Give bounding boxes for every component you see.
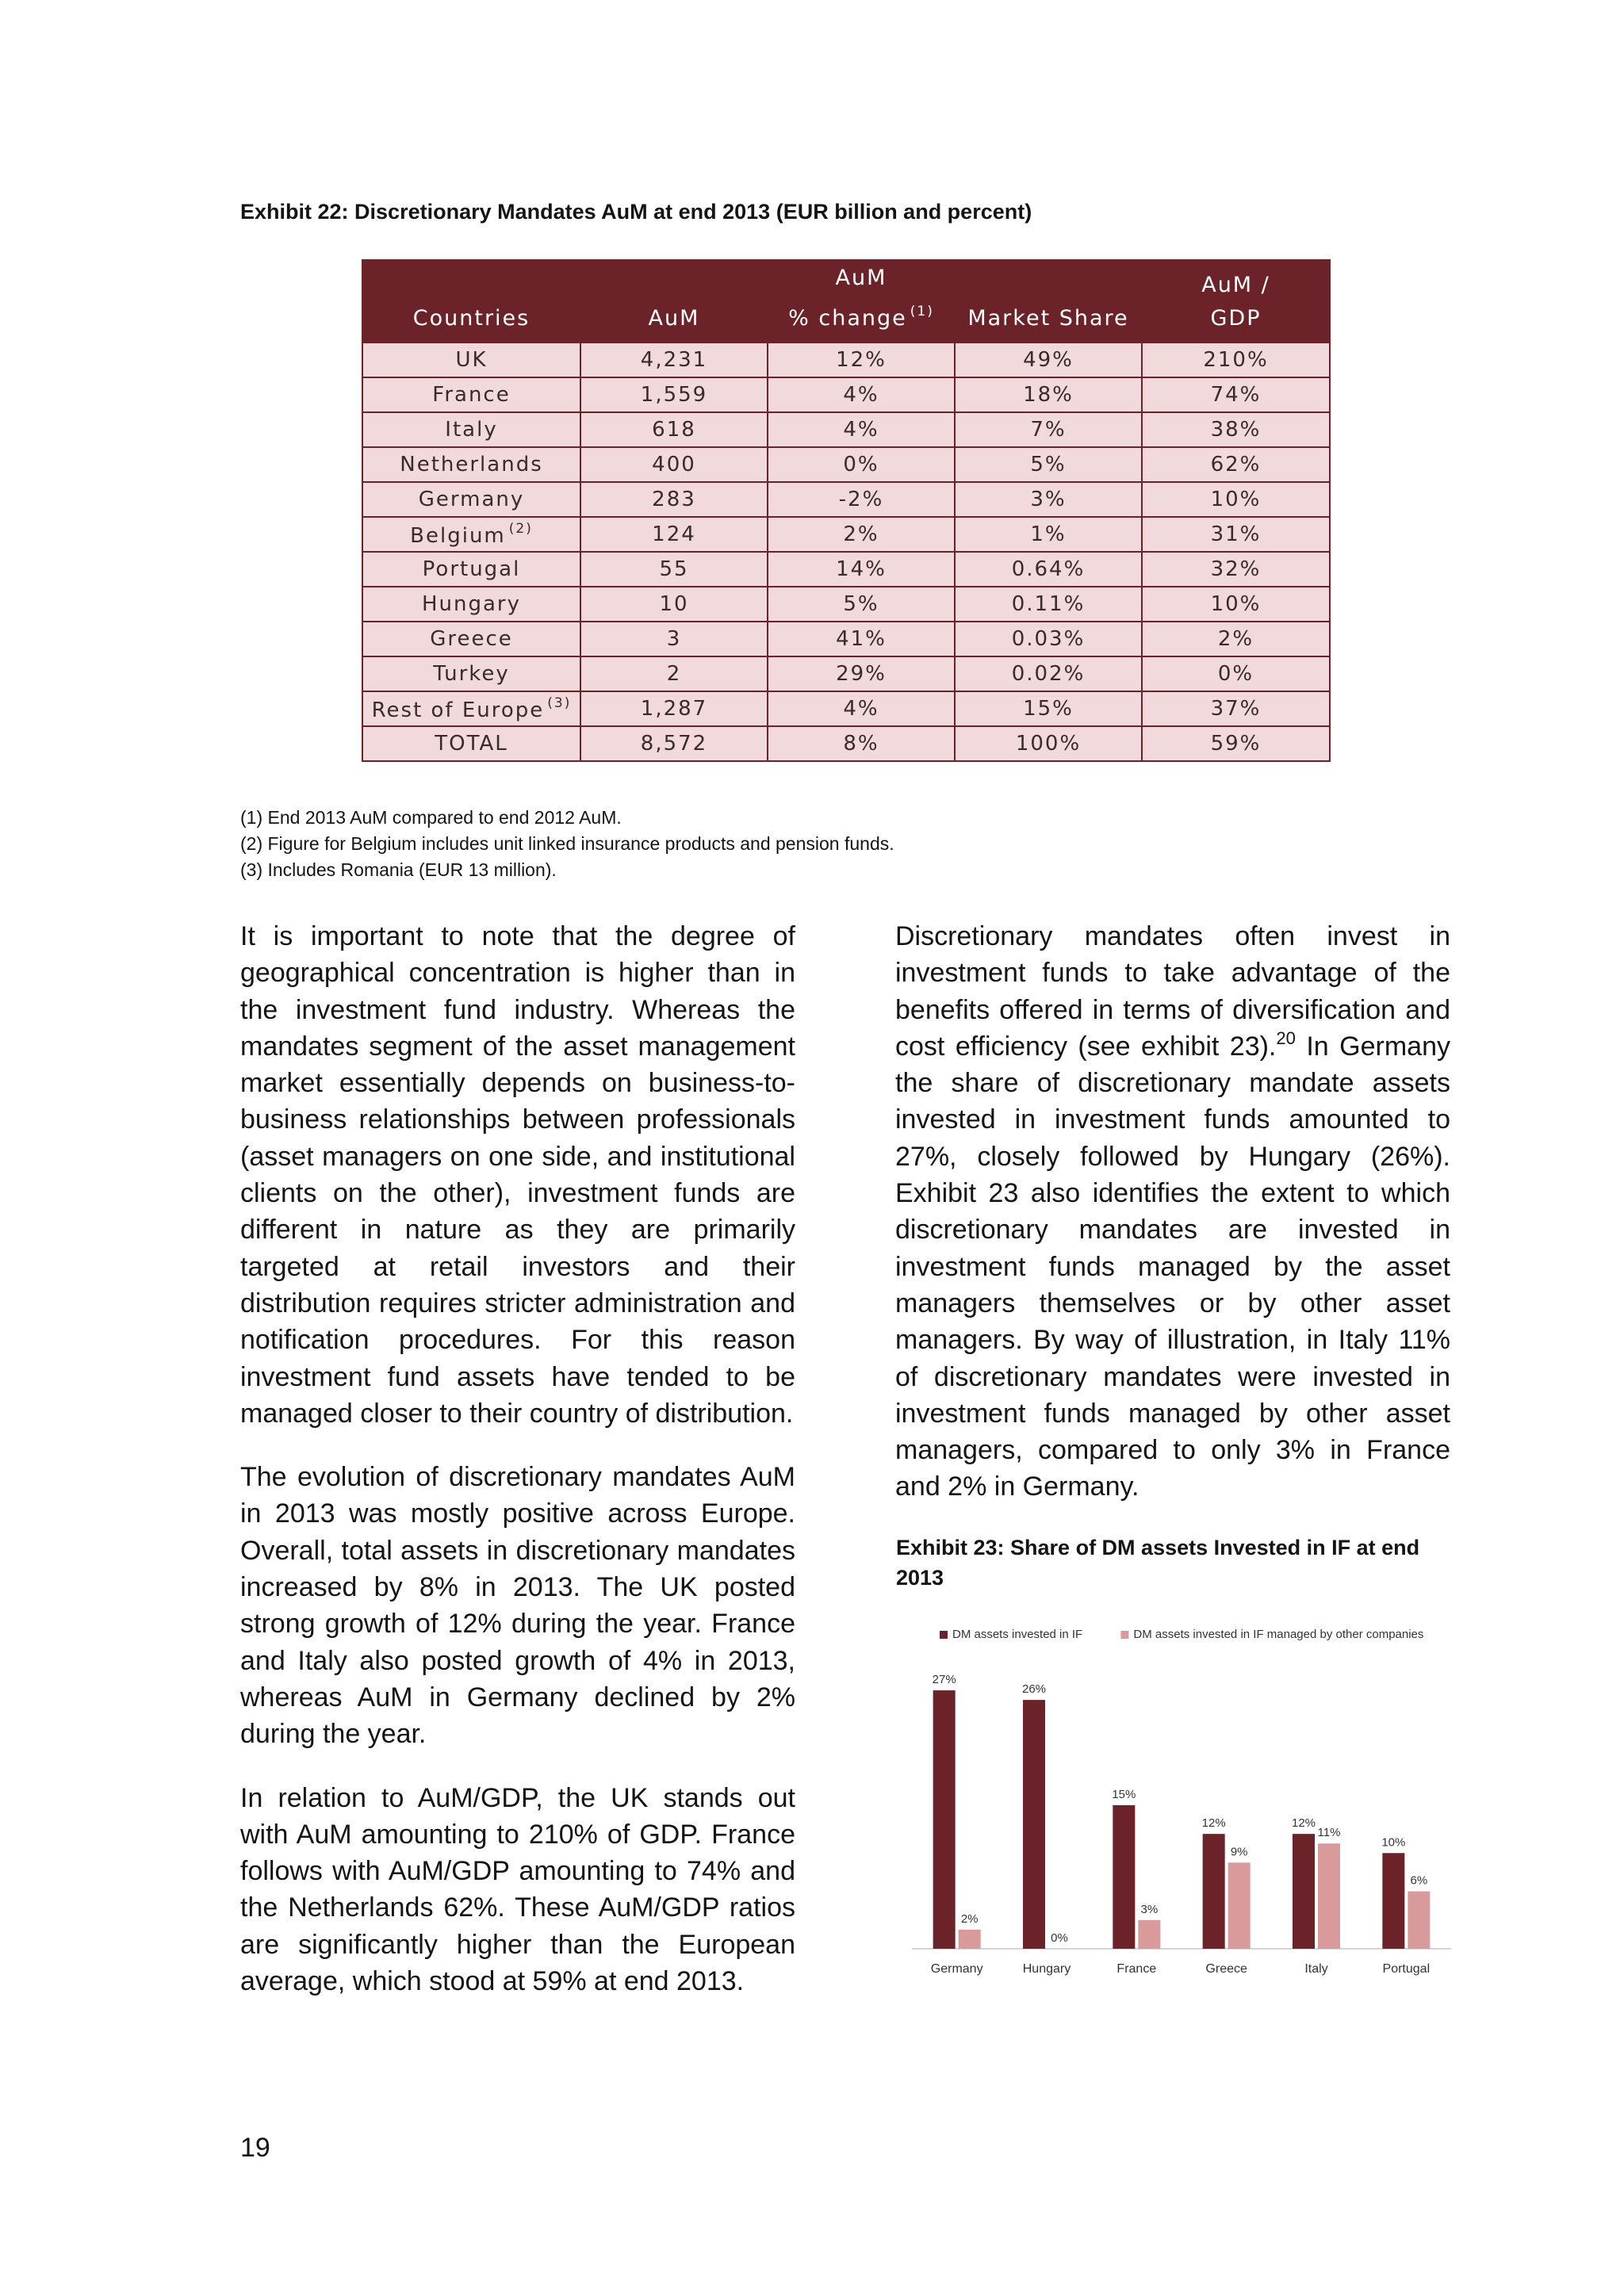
bar <box>1228 1862 1251 1949</box>
tick-label: Hungary <box>1022 1962 1071 1976</box>
paragraph <box>895 918 1450 1506</box>
cell-aum-gdp: 31% <box>1142 517 1330 552</box>
bar <box>1138 1920 1160 1949</box>
paragraph-part: Discretionary mandates often invest in investment funds to take advantage of the benefits offered in terms of diversification and cost efficiency (see exhibit 23). <box>895 921 1450 1062</box>
cell-aum: 4,231 <box>580 342 768 377</box>
data-label: 12% <box>1201 1816 1226 1831</box>
table-header-row <box>362 260 1330 342</box>
cell-aum-gdp: 210% <box>1142 342 1330 377</box>
cell-country: Germany <box>362 482 580 517</box>
cell-change: -2% <box>768 482 955 517</box>
tick-label: Portugal <box>1382 1962 1431 1976</box>
table-row <box>362 552 1330 587</box>
data-label: 26% <box>1021 1682 1047 1697</box>
table-row <box>362 517 1330 552</box>
bar <box>959 1930 981 1949</box>
cell-country: TOTAL <box>362 726 580 761</box>
table-row <box>362 622 1330 656</box>
table-row <box>362 587 1330 622</box>
cell-market-share: 18% <box>955 377 1142 412</box>
page-number: 19 <box>240 2133 270 2163</box>
header-countries: Countries <box>362 260 580 342</box>
cell-change: 4% <box>768 691 955 726</box>
bar <box>1023 1700 1045 1949</box>
data-label: 10% <box>1381 1835 1406 1850</box>
table-row <box>362 691 1330 726</box>
cell-aum-gdp: 2% <box>1142 622 1330 656</box>
cell-country: Belgium $^{(2)}$ <box>362 517 580 552</box>
cell-aum: 8,572 <box>580 726 768 761</box>
exhibit-22-title: Exhibit 22: Discretionary Mandates AuM at end 2013 (EUR billion and percent) <box>240 200 1032 224</box>
cell-change: 8% <box>768 726 955 761</box>
right-column <box>895 918 1450 1506</box>
data-label: 12% <box>1291 1816 1316 1831</box>
header-aum-gdp: AuM / GDP <box>1142 260 1330 342</box>
cell-aum-gdp: 0% <box>1142 656 1330 691</box>
country-note: (3) <box>547 695 572 711</box>
cell-country: Rest of Europe $^{(3)}$ <box>362 691 580 726</box>
header-aum-change: AuM % change $^{(1)}$ <box>768 260 955 342</box>
cell-country: France <box>362 377 580 412</box>
bar <box>933 1690 956 1949</box>
data-label: 3% <box>1140 1902 1159 1916</box>
legend-swatch <box>1120 1631 1128 1639</box>
bar <box>1293 1834 1315 1949</box>
table-row <box>362 412 1330 447</box>
cell-change: 41% <box>768 622 955 656</box>
cell-aum-gdp: 10% <box>1142 587 1330 622</box>
cell-change: 4% <box>768 412 955 447</box>
cell-market-share: 7% <box>955 412 1142 447</box>
data-label: 9% <box>1230 1845 1248 1859</box>
exhibit-23-title: Exhibit 23: Share of DM assets Invested in IF at end 2013 <box>896 1536 1420 1590</box>
aum-table <box>362 259 1331 762</box>
cell-country: Turkey <box>362 656 580 691</box>
tick-label: Germany <box>930 1962 983 1976</box>
data-label: 2% <box>960 1911 979 1926</box>
cell-aum: 618 <box>580 412 768 447</box>
table-row <box>362 656 1330 691</box>
cell-change: 4% <box>768 377 955 412</box>
cell-country: Italy <box>362 412 580 447</box>
cell-market-share: 15% <box>955 691 1142 726</box>
cell-aum: 1,287 <box>580 691 768 726</box>
paragraph: It is important to note that the degree of geographical concentration is higher than in the investment fund industry. Whereas the mandates segment of the asset management market essentially depends on business-to-business relationships between professionals (asset managers on one side, and institutional clients on the other), investment funds are different in nature as they are primarily targeted at retail investors and their distribution requires stricter administration and notification procedures. For this reason investment fund assets have tended to be managed closer to their country of distribution. <box>240 921 795 1429</box>
cell-aum-gdp: 62% <box>1142 447 1330 482</box>
cell-market-share: 1% <box>955 517 1142 552</box>
paragraph-part: In Germany the share of discretionary mandate assets invested in investment funds amounted to 27%, closely followed by Hungary (26%). Exhibit 23 also identifies the extent to which discretionary mandates are invested in investment funds managed by the asset managers themselves or by other asset managers. By way of illustration, in Italy 11% of discretionary mandates were invested in investment funds managed by other asset managers, compared to only 3% in France and 2% in Germany. <box>895 1031 1450 1502</box>
data-label: 0% <box>1051 1931 1068 1945</box>
tick-label: Italy <box>1304 1962 1328 1976</box>
table-row <box>362 447 1330 482</box>
table-row <box>362 377 1330 412</box>
cell-aum: 400 <box>580 447 768 482</box>
table-row <box>362 342 1330 377</box>
cell-country: Greece <box>362 622 580 656</box>
paragraph: The evolution of discretionary mandates AuM in 2013 was mostly positive across Europe. Overall, total assets in discretionary mandates increased by 8% in 2013. The UK posted strong growth of 12% during the year. France and Italy also posted growth of 4% in 2013, whereas AuM in Germany declined by 2% during the year. <box>240 1462 795 1750</box>
cell-country: Hungary <box>362 587 580 622</box>
bar <box>1203 1834 1225 1949</box>
header-market-share: Market Share <box>955 260 1142 342</box>
data-label: 27% <box>932 1673 956 1687</box>
cell-market-share: 100% <box>955 726 1142 761</box>
data-label: 15% <box>1112 1787 1136 1801</box>
cell-country: Netherlands <box>362 447 580 482</box>
cell-aum-gdp: 38% <box>1142 412 1330 447</box>
legend-label: DM assets invested in IF <box>952 1628 1083 1641</box>
footnote-ref: 20 <box>1276 1027 1296 1048</box>
footnote-2: (2) Figure for Belgium includes unit linked insurance products and pension funds. <box>240 833 894 854</box>
cell-change: 5% <box>768 587 955 622</box>
footnote-1: (1) End 2013 AuM compared to end 2012 AuM. <box>240 807 622 828</box>
data-label: 11% <box>1317 1826 1341 1840</box>
cell-aum-gdp: 32% <box>1142 552 1330 587</box>
bar <box>1382 1853 1404 1949</box>
cell-market-share: 0.02% <box>955 656 1142 691</box>
tick-label: Greece <box>1205 1962 1247 1976</box>
footnote-3: (3) Includes Romania (EUR 13 million). <box>240 859 557 880</box>
cell-aum-gdp: 10% <box>1142 482 1330 517</box>
table-row <box>362 482 1330 517</box>
cell-aum: 3 <box>580 622 768 656</box>
cell-country: Portugal <box>362 552 580 587</box>
tick-label: France <box>1116 1962 1157 1976</box>
cell-change: 2% <box>768 517 955 552</box>
cell-aum: 2 <box>580 656 768 691</box>
cell-aum: 10 <box>580 587 768 622</box>
cell-change: 29% <box>768 656 955 691</box>
legend-swatch <box>940 1631 948 1639</box>
cell-market-share: 0.11% <box>955 587 1142 622</box>
legend-label: DM assets invested in IF managed by other companies <box>1133 1628 1424 1641</box>
cell-aum: 283 <box>580 482 768 517</box>
header-note-1: (1) <box>910 304 934 320</box>
country-note: (2) <box>508 521 533 537</box>
cell-aum-gdp: 74% <box>1142 377 1330 412</box>
cell-market-share: 0.64% <box>955 552 1142 587</box>
cell-aum: 55 <box>580 552 768 587</box>
header-aum: AuM <box>580 260 768 342</box>
cell-aum: 1,559 <box>580 377 768 412</box>
cell-change: 12% <box>768 342 955 377</box>
bar <box>1408 1892 1430 1949</box>
left-column <box>240 918 795 1999</box>
data-label: 6% <box>1410 1873 1428 1888</box>
cell-market-share: 0.03% <box>955 622 1142 656</box>
bar <box>1318 1843 1340 1949</box>
cell-change: 0% <box>768 447 955 482</box>
cell-aum-gdp: 59% <box>1142 726 1330 761</box>
paragraph: In relation to AuM/GDP, the UK stands out with AuM amounting to 210% of GDP. France follows with AuM/GDP amounting to 74% and the Netherlands 62%. These AuM/GDP ratios are significantly higher than the European average, which stood at 59% at end 2013. <box>240 1782 795 1997</box>
cell-country: UK <box>362 342 580 377</box>
cell-aum: 124 <box>580 517 768 552</box>
bar <box>1113 1805 1135 1949</box>
cell-market-share: 3% <box>955 482 1142 517</box>
dm-chart <box>896 1617 1467 1990</box>
cell-market-share: 5% <box>955 447 1142 482</box>
cell-market-share: 49% <box>955 342 1142 377</box>
table-row <box>362 726 1330 761</box>
cell-aum-gdp: 37% <box>1142 691 1330 726</box>
cell-change: 14% <box>768 552 955 587</box>
